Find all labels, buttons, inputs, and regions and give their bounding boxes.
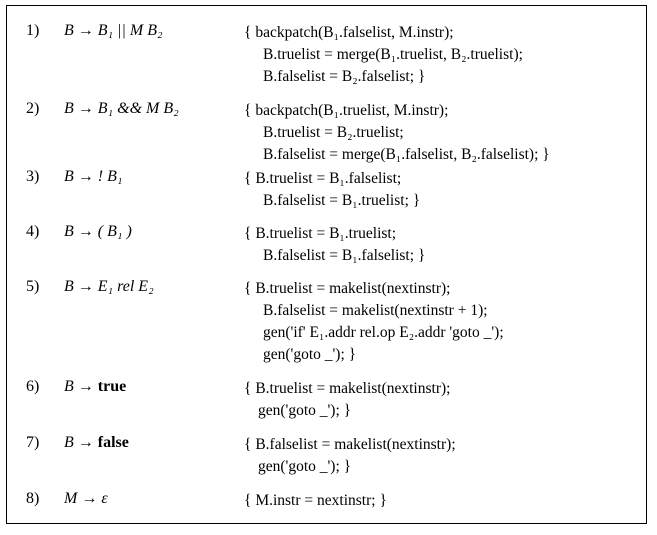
rule-number: 8) [26, 490, 40, 507]
action-line: B.falselist = B₁.falselist; } [263, 247, 426, 264]
action-line: { B.truelist = makelist(nextinstr); [244, 280, 451, 297]
action-line: gen('goto _'); } [258, 402, 352, 419]
action-line: B.truelist = merge(B₁.truelist, B₂.truelist); [263, 46, 523, 63]
semantic-action [244, 434, 456, 478]
production-rhs: B₁ && M B₂ [97, 100, 179, 117]
rule-number: 3) [26, 168, 40, 185]
production-rhs: B₁ || M B₂ [97, 22, 163, 39]
action-line: B.falselist = B₂.falselist; } [263, 68, 426, 85]
action-line: gen('goto _'); } [263, 346, 357, 363]
production: B → B₁ || M B₂ [64, 22, 163, 39]
action-line: { B.truelist = makelist(nextinstr); [244, 380, 451, 397]
action-line: { backpatch(B₁.truelist, M.instr); [244, 102, 449, 119]
action-line: { B.falselist = makelist(nextinstr); [244, 436, 456, 453]
translation-scheme-table [6, 5, 647, 524]
rule-number: 6) [26, 378, 40, 395]
semantic-action [244, 278, 504, 366]
action-line: { M.instr = nextinstr; } [244, 492, 387, 509]
production-rhs: ( B₁ ) [97, 223, 132, 240]
rule-number: 1) [26, 22, 40, 39]
rule-number: 7) [26, 434, 40, 451]
production: B → E₁ rel E₂ [64, 278, 154, 295]
rule-number: 5) [26, 278, 40, 295]
production-rhs: ε [101, 490, 108, 507]
action-line: B.falselist = merge(B₁.falselist, B₂.falselist); } [263, 146, 550, 163]
production-rhs: ! B₁ [97, 168, 123, 185]
production: B → ! B₁ [64, 168, 123, 185]
semantic-action [244, 378, 450, 422]
semantic-action [244, 100, 550, 166]
action-line: gen('if' E₁.addr rel.op E₂.addr 'goto _'); [263, 324, 504, 341]
action-line: B.falselist = makelist(nextinstr + 1); [263, 302, 488, 319]
production: M → ε [64, 490, 108, 507]
action-line: B.truelist = B₂.truelist; [263, 124, 404, 141]
action-line: { backpatch(B₁.falselist, M.instr); [244, 24, 454, 41]
action-line: B.falselist = B₁.truelist; } [263, 192, 421, 209]
action-line: { B.truelist = B₁.truelist; [244, 225, 397, 242]
production: B → false [64, 434, 129, 451]
rule-number: 2) [26, 100, 40, 117]
production: B → true [64, 378, 127, 395]
production-rhs: true [97, 378, 127, 395]
rule-number: 4) [26, 223, 40, 240]
production-rhs: E₁ rel E₂ [97, 278, 154, 295]
semantic-action [244, 22, 523, 88]
semantic-action [244, 168, 420, 212]
production: B → ( B₁ ) [64, 223, 132, 240]
production: B → B₁ && M B₂ [64, 100, 179, 117]
action-line: { B.truelist = B₁.falselist; [244, 170, 402, 187]
semantic-action [244, 223, 425, 267]
action-line: gen('goto _'); } [258, 458, 352, 475]
production-rhs: false [97, 434, 129, 451]
semantic-action [244, 490, 387, 512]
